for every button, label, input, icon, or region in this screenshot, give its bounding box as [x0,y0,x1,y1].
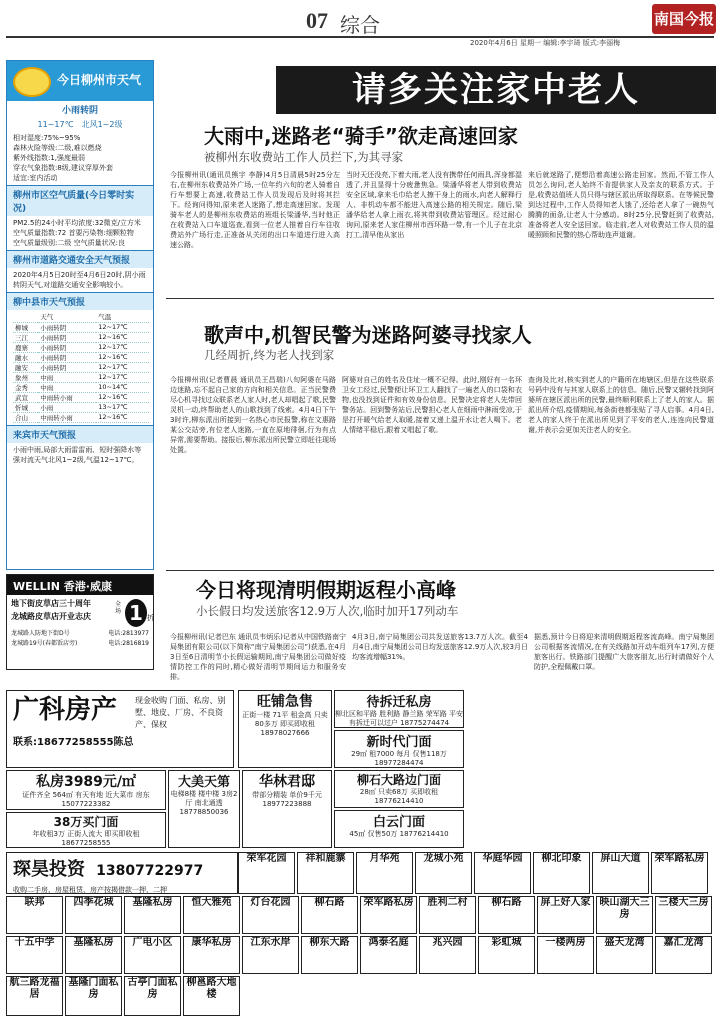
story3-subtitle: 小长假日均发送旅客12.9万人次,临时加开17列动车 [196,604,459,618]
story1-title: 大雨中,迷路老“骑手”欲走高速回家 [204,124,518,148]
story1-col3: 来后就迷路了,便想沿着高速公路走回家。然而,不管工作人员怎么询问,老人始终不肯提供家人及亲友的联系方式。于是,收费站值班人员只得与辖区派出所取得联系。在等候民警到达过程中,工作人员得知老人饿了,还给老人拿了一碗热气腾腾的面条,让老人十分感动。8时25分,民警赶到了收费站,准备将老人安全送回家。临走前,老人对收费站工作人员的温暖照顾和民警的热心帮助连声道谢。 [528,171,714,239]
wellin-line1: 地下街皮草店三十周年 [11,599,91,608]
classified-cell: 月华苑 [356,852,413,894]
classified-cell: 基隆私房 [65,936,122,974]
county-title: 柳中县市天气预报 [7,292,153,310]
story1-subtitle: 被柳州东收费站工作人员拦下,为其寻家 [204,150,404,164]
table-row: 柳城 小雨转阴 12~17℃ [13,322,149,332]
wellin-prefix: 全场 [115,601,122,615]
header-meta: 2020年4月6日 星期一 编辑:李宇琦 版式:李丽梅 [470,39,621,47]
guangke-services: 现金收购 门面、私房、别墅、地皮、厂房、不良资产、保权 [135,696,226,729]
classified-cell: 屏上好人家 [537,896,594,934]
story2-subtitle: 几经周折,终为老人找到家 [204,348,335,362]
story2-col3: 查询及比对,核实到老人的户籍所在地辖区,但是在这些联系号码中没有与其家人联系上的信息。随后,民警又辗转找到阿婆所在辖区派出所的民警,最终顺利联系上了老人的家人。据派出所介绍,疫情期间,每条街巷都张贴了寻人启事。4月4日,老人的家人终于在派出所见到了平安的老人,连连向民警道谢,并表示会更加关注老人的安全。 [528,376,714,434]
weather-details: 相对湿度:75%~95% 森林火险等级:二级,难以燃烧 紫外线指数:1,强度最弱 穿衣气象指数:8级,建议穿厚外套 适宜:室内活动 [13,134,114,182]
ad-card: 旺铺急售 正街一楼 71平 租金高 只卖80多万 即买即收租 18978027666 [238,690,332,768]
classified-cell: 柳石路 [301,896,358,934]
story1-col2: 当时天还没亮,下着大雨,老人没有携带任何雨具,浑身都湿透了,并且显得十分疲惫焦急。梁潘华将老人带到收费站安全区域,拿来毛巾给老人擦干身上的雨水,向老人解释行人、非机动车都不能进入高速公路的相关规定。随后,梁潘华给老人拿上雨衣,将其带到收费站管理区。经过耐心询问,原来老人家住柳州市西环路一带,有一个儿子在北京打工,清早他从家出 [346,171,522,239]
table-row: 合山 中雨转小雨 12~16℃ [13,412,149,422]
classified-cell: 柳邕路大地楼 [183,976,240,1016]
wellin-addr2: 龙城路19号(春都饭店旁) 电话:2816819 [11,640,149,647]
classified-cell: 祥和鹿寨 [297,852,354,894]
classified-cell: 基隆门面私房 [65,976,122,1016]
classified-cell: 荣军路私房 [360,896,417,934]
traffic-text: 2020年4月5日20时至4月6日20时,阴小雨转阴天气,对道路交通安全影响较小。 [13,271,146,289]
classified-cell: 盛天龙湾 [596,936,653,974]
table-row: 融安 小雨转阴 12~17℃ [13,362,149,372]
classified-cell: 龙城小苑 [415,852,472,894]
weather-sidebar [6,60,154,570]
story3-col3: 据悉,预计今日将迎来清明假期返程客流高峰。南宁局集团公司根据客流情况,在有关线路加开动车组列车17列,方便旅客出行。铁路部门提醒广大旅客朋友,出行时请做好个人防护,全程佩戴口罩。 [534,633,714,671]
ad-card: 大美天第 电梯8楼 楼中楼 3房2厅 南北通透 18778850036 [168,770,240,848]
wellin-line2: 龙城路皮草店开业志庆 [11,612,91,621]
sun-mascot-icon [13,67,51,97]
guangke-ad [6,690,234,768]
classified-cell: 兆兴园 [419,936,476,974]
classified-cell: 灯台花园 [242,896,299,934]
aqi-details: PM2.5的24小时平均浓度:32微克/立方米 空气质量指数:72 首要污染物:细颗粒物 空气质量级别:二级 空气质量状况:良 [13,219,141,247]
divider [166,570,714,571]
classified-cell: 柳东大路 [301,936,358,974]
table-row: 鹿寨 小雨转阴 12~17℃ [13,342,149,352]
story3-col2: 4月3日,南宁局集团公司共发送旅客13.7万人次。截至4月4日,南宁局集团公司日均发送旅客12.9万人次,较3月日均客流增幅31%。 [352,633,528,661]
table-row: 三江 小雨转阴 12~16℃ [13,332,149,342]
invest-title: 琛昊投资 [13,859,85,880]
classified-cell: 彩虹城 [478,936,535,974]
classified-cell: 胜利二村 [419,896,476,934]
section-name: 综合 [340,13,380,37]
classified-cell: 基隆私房 [124,896,181,934]
table-row: 象州 中雨 12~17℃ [13,372,149,382]
story2-title: 歌声中,机智民警为迷路阿婆寻找家人 [204,323,532,347]
invest-sub: 收购二手房、房屋租赁、房产按揭借款一押、二押 [13,886,167,894]
story2-col2: 阿婆对自己的姓名及住址一概不记得。此时,刚好有一名环卫女工经过,民警便让环卫工人翻找了一遍老人的口袋和衣物,也没找到证件和有效身份信息。民警决定将老人先带回警务站。回到警务站后,民警担心老人在细雨中淋雨受凉,于是打开暖气给老人取暖,接着又递上温开水让老人喝下。老人情绪平稳后,跟着又唱起了歌。 [342,376,522,434]
classified-cell: 十五中学 [6,936,63,974]
table-row: 金秀 中雨 10~14℃ [13,382,149,392]
invest-phone: 13807722977 [96,863,204,879]
classified-cell: 鸿泰名庭 [360,936,417,974]
classified-cell: 恒大雅苑 [183,896,240,934]
ad-card: 38万买门面 年收租3万 正街人流大 即买即收租 18677258555 [6,812,166,848]
aqi-title: 柳州市区空气质量(今日零时实况) [7,185,153,216]
table-row: 融水 小雨转阴 12~16℃ [13,352,149,362]
newspaper-logo: 南国今报 [652,4,716,34]
weather-condition: 小雨转阴 [61,106,98,116]
story3-title: 今日将现清明假期返程小高峰 [196,578,456,602]
feature-banner: 请多关注家中老人 [276,66,716,114]
guangke-phone: 联系:18677258555陈总 [13,737,134,748]
classified-cell: 航三路龙福居 [6,976,63,1016]
table-row: 忻城 小雨 13~17℃ [13,402,149,412]
invest-ad [6,852,238,894]
ad-card: 白云门面 45㎡ 仅售50万 18776214410 [334,810,464,848]
ad-card: 华林君邸 带部分精装 单价9千元 18977223888 [242,770,332,848]
story3-col1: 今报柳州讯(记者巴东 通讯员韦炳乐)记者从中国铁路南宁局集团有限公司(以下简称“南宁局集团公司”)获悉,在4月3日至6日清明节小长假运输期间,南宁局集团公司做好疫情防控工作的同时,精心做好清明节期间运力和服务安排。 [170,633,346,681]
table-row: 武宣 中雨转小雨 12~16℃ [13,392,149,402]
classified-cell: 古亭门面私房 [124,976,181,1016]
ad-card: 私房3989元/㎡ 证件齐全 564㎡ 有天有地 近大菜市 房东15077223382 [6,770,166,810]
classified-cell: 四季花城 [65,896,122,934]
classified-cell: 柳北印象 [533,852,590,894]
wellin-ad [6,574,154,670]
wellin-brand: WELLIN 香港·威康 [7,575,153,595]
traffic-title: 柳州市道路交通安全天气预报 [7,250,153,268]
classified-cell: 屏山大道 [592,852,649,894]
forecast-text: 小雨中雨,局部大雨雷雷雨、短时强降水等强对流天气北风1~2级,气温12~17℃。 [13,445,142,464]
classified-cell: 柳石路 [478,896,535,934]
classified-cell: 广电小区 [124,936,181,974]
classified-cell: 一楼两房 [537,936,594,974]
wellin-suffix: 折 [147,614,154,622]
ad-card: 新时代门面 29㎡ 租7000 每月 仅售118万 18977284474 [334,730,464,768]
story2-col1: 今报柳州讯(记者曹晨 通讯员王昌瑞)八旬阿婆在马路边迷路,忘不起自己家的方向和相关信息。正当民警费尽心机寻找过众联系老人家人时,老人却唱起了歌,民警灵机一动,终帮助老人的山歌找到了线索。4月4日下午3时许,柳东派出所接到一名热心市民报警,称在文惠路某公交站旁,有位老人迷路,一直在原地徘徊,行为有点异常,需要帮助。接报后,柳东派出所民警立即赶往现场处置。 [170,376,336,454]
classified-cell: 江东水岸 [242,936,299,974]
classified-cell: 荣军路私房 [651,852,708,894]
classified-cell: 荣军花园 [238,852,295,894]
county-table [13,312,149,423]
story1-col1: 今报柳州讯(通讯员熊宇 李静)4月5日清晨5时25分左右,在柳州东收费站外广场,一位年约六旬的老人骑着自行车想要上高速,收费站工作人员发现后及时将其拦下。经询问得知,原来老人迷路了,想走高速回家。发现骑车老人的是柳州东收费站的班组长梁潘华,当时他正在收费站入口车道巡查,看到一位老人推着自行车往收费站外广场行走,正准备从关闭的出口车道进行进入高速公路。 [170,171,340,249]
classified-cell: 康华私房 [183,936,240,974]
weather-temp-wind: 11~17℃ 北风1~2级 [37,120,123,129]
classified-cell: 华庭华园 [474,852,531,894]
weather-header: 今日柳州市天气 [7,61,153,101]
divider [166,298,714,299]
classified-cell: 联邦 [6,896,63,934]
ad-card: 待拆迁私房 柳北区和平路 胜利路 静兰路 荣军路 平安 有拆迁可以过户 18775274474 [334,690,464,728]
wellin-addr1: 龙城路人防地下街D号 电话:2813977 [11,630,149,637]
table-row: 天气 气温 [13,312,149,322]
classified-cell: 嘉汇龙湾 [655,936,712,974]
classified-cell: 映山湖大三房 [596,896,653,934]
forecast-title: 来宾市天气预报 [7,425,153,443]
classified-cell: 三楼大三房 [655,896,712,934]
page-number: 07 [306,8,328,33]
ad-card: 柳石大路边门面 28㎡ 只卖68万 买即收租 18776214410 [334,770,464,808]
discount-badge: 1 [125,599,147,627]
guangke-name: 广科房产 [13,695,118,725]
